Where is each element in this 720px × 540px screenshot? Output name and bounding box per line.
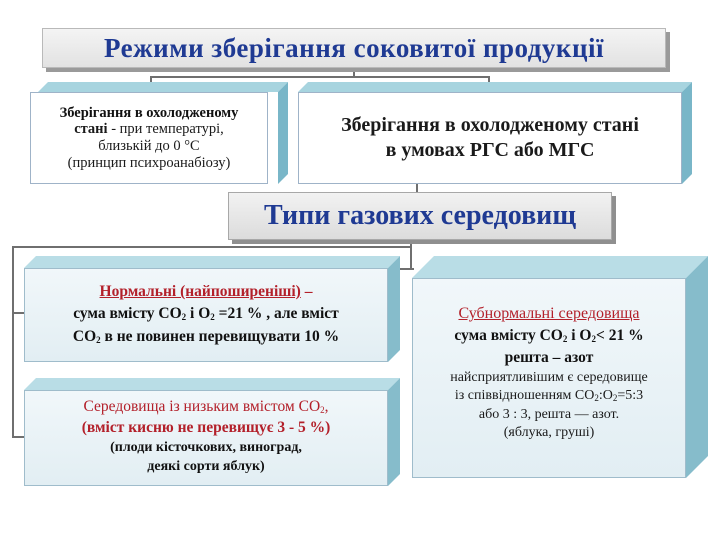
- connector-left-vertical: [12, 246, 14, 438]
- subnormal-line7: (яблука, груші): [503, 425, 595, 441]
- connector-to-normal-box: [12, 312, 24, 314]
- low-line4: деякі сорти яблук): [147, 458, 265, 474]
- storage-cooled-line3: близькій до 0 °С: [98, 138, 200, 154]
- subnormal-line6: або 3 : 3, решта — азот.: [478, 406, 620, 422]
- connector-types-horizontal: [12, 246, 412, 248]
- storage-cooled-line2-bold: стані: [74, 121, 108, 138]
- subnormal-heading: Субнормальні середовища: [458, 305, 640, 322]
- low-line1: Середовища із низьким вмістом $СО_2$,: [83, 398, 329, 415]
- subnormal-line2: сума вмісту $СО_2$ і $О_2< 21$ %: [454, 327, 644, 345]
- diagram-title-text: Режими зберігання соковитої продукції: [103, 32, 605, 63]
- connector-to-low-box: [12, 436, 24, 438]
- subnormal-detail: [399, 369, 699, 443]
- normal-heading: Нормальні (найпоширеніші): [99, 283, 301, 300]
- normal-dash: –: [300, 283, 313, 300]
- storage-cooled-line2: [60, 121, 239, 138]
- storage-rgs-box: [298, 92, 682, 184]
- subnormal-line3: решта – азот: [504, 349, 594, 367]
- subnormal-line5: із співвідношенням $СО_2:О_2=5:3$: [454, 388, 644, 404]
- normal-line3: $СО_2$ в не повинен перевищувати 10 %: [72, 327, 340, 345]
- diagram-title: [42, 28, 666, 68]
- normal-environments-box: [24, 268, 388, 362]
- subnormal-environments-box: [412, 278, 686, 478]
- storage-rgs-line1: Зберігання в охолодженому стані: [341, 114, 639, 136]
- connector-top-horizontal: [150, 76, 490, 78]
- storage-cooled-line1: Зберігання в охолодженому: [59, 104, 239, 121]
- gas-types-title: Типи газових середовищ: [264, 200, 576, 231]
- subnormal-line4: найсприятливішим є середовище: [450, 369, 648, 385]
- gas-types-box: [228, 192, 612, 240]
- storage-cooled-line2-rest: - при температурі,: [107, 121, 224, 138]
- low-line3: (плоди кісточкових, виноград,: [110, 439, 302, 455]
- low-line2: (вміст кисню не перевищує 3 - 5 %): [81, 418, 331, 436]
- storage-cooled-box: [30, 92, 268, 184]
- storage-cooled-line4: (принцип психроанабіозу): [67, 154, 231, 171]
- storage-rgs-line2: в умовах РГС або МГС: [385, 139, 595, 161]
- normal-line2: сума вмісту $СО_2$ і $О_2 =21$ % , але вміст: [73, 305, 339, 323]
- low-co2-box: [24, 390, 388, 486]
